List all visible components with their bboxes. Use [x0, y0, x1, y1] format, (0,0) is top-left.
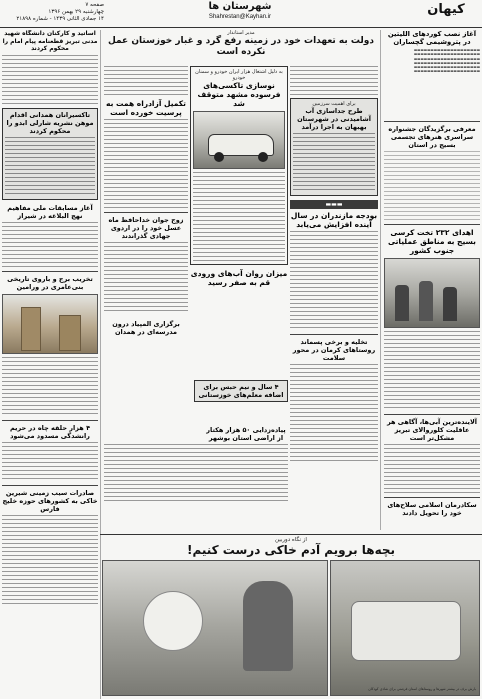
- child-figure: [243, 581, 293, 671]
- headline-qom-runoff: میزان روان آب‌های ورودی قم به صفر رسید: [190, 269, 288, 287]
- photo-feature-headline: بچه‌ها برویم آدم خاکی درست کنیم!: [186, 543, 396, 557]
- issue-date: چهارشنبه ۲۹ بهمن ۱۳۹۶: [48, 9, 104, 15]
- headline-petrochemical: آغاز نصب کوردهای اللیتین در پتروشیمی گچساران: [387, 30, 477, 46]
- snowman-photo: [102, 560, 328, 696]
- snowman-head: [143, 591, 203, 651]
- column-divider: [380, 30, 381, 530]
- article-body: [2, 55, 98, 105]
- box-kicker: برای اهمیت سرزمین: [312, 101, 356, 107]
- page-header: [0, 0, 482, 28]
- box-body: [293, 133, 375, 193]
- headline-mazandaran-budget: بودجه مازندران در سال آینده افزایش می‌یابد: [290, 211, 378, 229]
- article-body: [290, 231, 378, 331]
- hamedan-box: [2, 108, 98, 200]
- article-body: [384, 331, 480, 411]
- article-body: [290, 364, 378, 464]
- article-body: [384, 151, 480, 221]
- photo-feature-kicker: از نگاه دوربین: [275, 537, 307, 543]
- page-number: صفحه ۷: [85, 2, 104, 8]
- snow-car-window: [351, 601, 461, 661]
- right-column: [384, 30, 480, 530]
- headline-tabriz: آلاینده‌ترین آبی‌ها، آگاهی هر عاقلیت کلوروالای تبریز مشکل‌تر است: [386, 418, 478, 442]
- taxi-body: [193, 172, 285, 262]
- divider: [384, 224, 480, 225]
- headline-couple: زوج جوان خداحافظ ماه عسل خود را در اردوی جهادی گذراندند: [108, 216, 184, 240]
- lead-headline: دولت به تعهدات خود در زمینه رفع گرد و غبار خوزستان عمل نکرده است: [107, 36, 375, 57]
- article-body: [290, 66, 378, 96]
- divider: [2, 271, 98, 272]
- prison-headline: ۴ سال و نیم حبس برای اضافه معلم‌های خوزستانی: [198, 383, 284, 399]
- car-wheel: [214, 152, 224, 162]
- article-body: [2, 357, 98, 417]
- person-figure: [395, 285, 409, 321]
- center-right-column: [290, 66, 378, 534]
- article-body: [104, 242, 188, 312]
- divider: [104, 212, 188, 213]
- section-title: شهرستان ها: [208, 1, 272, 12]
- lower-center-block: [104, 320, 288, 532]
- divider: [384, 121, 480, 122]
- headline-sweet-potato: صادرات سیب زمینی شیرین خاکی به کشورهای حوزه خلیج فارس: [2, 488, 98, 513]
- headline-hamedan-taxi: تاکسیرانان همدانی اقدام موهن نشریه شارلی ابدو را محکوم کردند: [6, 110, 94, 135]
- photo-kicker: به دلیل اشتغال هزار ایران خودرو و سمنان خودرو: [195, 69, 283, 81]
- article-body: [384, 444, 480, 494]
- masthead-logo: کیهان: [427, 2, 465, 17]
- taxi-story: [190, 66, 288, 306]
- wall-shape: [59, 315, 81, 351]
- headline-varamin-tower: تخریب برج و باروی تاریخی بنی‌عامری در ورامین: [7, 274, 93, 291]
- snow-car-photo: [330, 560, 480, 696]
- box-body: [5, 137, 95, 197]
- taxi-photo: [193, 111, 285, 169]
- headline-beds: اهدای ۲۳۲ تخت کرسی بسیج به مناطق عملیاتی جنوب کشور: [388, 228, 476, 255]
- article-body: [104, 444, 288, 504]
- article-body: [2, 515, 98, 605]
- headline-olympiad: برگزاری المپیاد درون مدرسه‌ای در همدان: [112, 320, 180, 336]
- headline-weapons: سکادرمان اسلامی سلاح‌های خود را تحویل دادند: [387, 501, 477, 517]
- article-body: [2, 442, 98, 482]
- divider: [2, 485, 98, 486]
- divider: [290, 334, 378, 335]
- headline-wells: ۴ هزار حلقه چاه در حریم رانشدگی مسدود می‌شود: [9, 423, 91, 440]
- taxi-headline: نوسازی تاکسی‌های فرسوده مشهد متوقف شد: [197, 81, 281, 108]
- tower-photo: [2, 294, 98, 354]
- article-body: [2, 222, 98, 268]
- news-photo-people: [384, 258, 480, 328]
- section-url: Shahrestan@Kayhan.ir: [208, 14, 272, 20]
- divider: [384, 497, 480, 498]
- article-body: [104, 66, 188, 96]
- lead-story-header: [104, 30, 378, 66]
- lead-kicker: مدیر استاندار: [227, 30, 255, 36]
- photo-feature-caption: بارش برف در بیشتر شهرها و روستاهای استان فرصتی برای شادی کودکان: [368, 687, 476, 691]
- photo-feature: [100, 534, 482, 699]
- section-banner: ▬▬▬: [290, 200, 378, 209]
- article-body: ▬▬▬▬▬▬▬▬▬▬▬▬▬▬▬▬▬▬▬▬ ▬▬▬▬▬▬▬▬▬▬▬▬▬▬▬▬▬▬▬▬ ▬▬▬▬▬▬▬▬▬▬▬▬▬▬▬▬▬▬▬▬ ▬▬▬▬▬▬▬▬▬▬▬▬▬▬▬▬▬▬▬▬ ▬▬▬▬▬▬▬▬▬▬▬▬▬▬▬▬▬▬▬▬ ▬▬▬▬▬▬▬▬▬▬▬▬▬▬▬▬▬▬▬▬: [413, 48, 480, 74]
- headline-bushehr: پیاده‌زدایی ۵۰ هزار هکتار از اراضی استان بوشهر: [206, 426, 286, 442]
- water-project-box: [290, 98, 378, 196]
- taxi-story-box: [190, 66, 288, 265]
- car-wheel: [258, 152, 268, 162]
- tower-shape: [21, 307, 41, 351]
- headline-kerman-waste: تخلیه و برخی پسماند روستاهای کرمان در محور سلامت: [292, 338, 376, 362]
- prison-box: [194, 380, 288, 402]
- headline-tabriz-university: اساتید و کارکنان دانشگاه شهید مدنی تبریز قطعنامه پیام امام را محکوم کردند: [2, 30, 98, 52]
- box-headline: طرح جداسازی آب آشامیدنی در شهرستان بهبهان به اجرا درآمد: [297, 107, 371, 131]
- person-figure: [443, 287, 457, 321]
- article-body: [104, 119, 188, 209]
- issue-number: ۱۴ جمادی الثانی ۱۴۳۹ - شماره ۲۱۸۹۸: [16, 16, 104, 22]
- issue-info: [4, 2, 104, 23]
- left-column: [2, 30, 98, 699]
- divider: [384, 414, 480, 415]
- divider: [2, 420, 98, 421]
- person-figure: [419, 281, 433, 321]
- headline-art-festival: معرفی برگزیدگان جشنواره سراسری هنرهای تجسمی بسیج در استان: [388, 125, 476, 149]
- headline-hemmat-freeway: تکمیل آزادراه همت به پرسیت خورده است: [106, 99, 186, 117]
- divider: [100, 534, 482, 535]
- headline-nahj-competition: آغاز مسابقات ملی مفاهیم نهج البلاغه در شیراز: [7, 203, 93, 220]
